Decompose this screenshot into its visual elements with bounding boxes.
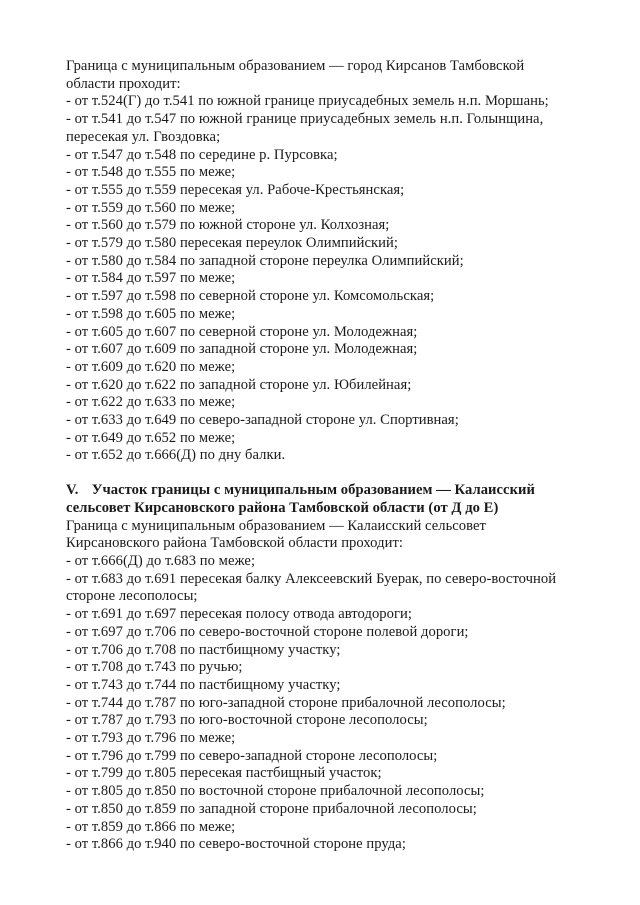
- document-page: [66, 58, 626, 854]
- boundary-item: - от т.620 до т.622 по западной стороне ул. Юбилейная;: [66, 376, 412, 393]
- intro-line: Граница с муниципальным образованием — город Кирсанов Тамбовской: [66, 58, 525, 74]
- boundary-item: - от т.796 до т.799 по северо-западной стороне лесополосы;: [66, 747, 438, 764]
- boundary-item: - от т.598 до т.605 по меже;: [66, 305, 236, 322]
- section-kalais-intro: [66, 518, 626, 553]
- boundary-item: - от т.683 до т.691 пересекая балку Алексеевский Буерак, по северо-восточной: [66, 570, 557, 587]
- boundary-item: - от т.708 до т.743 по ручью;: [66, 659, 243, 676]
- section-kalais-items: [66, 553, 626, 854]
- intro-line: области проходит:: [66, 75, 181, 92]
- boundary-item: - от т.559 до т.560 по меже;: [66, 199, 236, 216]
- intro-line: Кирсановского района Тамбовской области проходит:: [66, 535, 403, 552]
- boundary-item: - от т.597 до т.598 по северной стороне ул. Комсомольская;: [66, 288, 435, 305]
- boundary-item: - от т.866 до т.940 по северо-восточной стороне пруда;: [66, 836, 406, 853]
- boundary-item: - от т.547 до т.548 по середине р. Пурсовка;: [66, 146, 338, 163]
- boundary-item: - от т.622 до т.633 по меже;: [66, 394, 236, 411]
- boundary-item: - от т.633 до т.649 по северо-западной стороне ул. Спортивная;: [66, 412, 459, 429]
- boundary-item: - от т.548 до т.555 по меже;: [66, 164, 236, 181]
- boundary-item: пересекая ул. Гвоздовка;: [66, 128, 221, 145]
- boundary-item: - от т.580 до т.584 по западной стороне переулка Олимпийский;: [66, 252, 464, 269]
- boundary-item: - от т.555 до т.559 пересекая ул. Рабоче-Крестьянская;: [66, 181, 405, 198]
- section-kirsanov-items: [66, 93, 626, 465]
- section-heading-text: Участок границы с муниципальным образованием — Калаисский сельсовет Кирсановского района Тамбовской области (от Д до Е): [66, 482, 535, 516]
- boundary-item: - от т.744 до т.787 по юго-западной стороне прибалочной лесополосы;: [66, 694, 506, 711]
- section-spacer: [66, 465, 626, 482]
- boundary-item: - от т.560 до т.579 по южной стороне ул. Колхозная;: [66, 217, 390, 234]
- boundary-item: - от т.541 до т.547 по южной границе приусадебных земель н.п. Голынщина,: [66, 111, 544, 128]
- boundary-item: - от т.524(Г) до т.541 по южной границе приусадебных земель н.п. Моршань;: [66, 93, 549, 110]
- boundary-item: - от т.697 до т.706 по северо-восточной стороне полевой дороги;: [66, 623, 469, 640]
- boundary-item: - от т.605 до т.607 по северной стороне ул. Молодежная;: [66, 323, 418, 340]
- boundary-item: - от т.850 до т.859 по западной стороне прибалочной лесополосы;: [66, 800, 477, 817]
- boundary-item: - от т.652 до т.666(Д) по дну балки.: [66, 447, 286, 464]
- boundary-item: стороне лесополосы;: [66, 588, 198, 605]
- boundary-item: - от т.859 до т.866 по меже;: [66, 818, 236, 835]
- boundary-item: - от т.799 до т.805 пересекая пастбищный участок;: [66, 765, 382, 782]
- boundary-item: - от т.691 до т.697 пересекая полосу отвода автодороги;: [66, 606, 412, 623]
- boundary-item: - от т.607 до т.609 по западной стороне ул. Молодежная;: [66, 341, 418, 358]
- boundary-item: - от т.584 до т.597 по меже;: [66, 270, 236, 287]
- boundary-item: - от т.706 до т.708 по пастбищному участку;: [66, 641, 341, 658]
- intro-line: Граница с муниципальным образованием — Калаисский сельсовет: [66, 517, 486, 534]
- boundary-item: - от т.579 до т.580 пересекая переулок Олимпийский;: [66, 235, 398, 252]
- section-kirsanov-intro: [66, 58, 626, 93]
- boundary-item: - от т.805 до т.850 по восточной стороне прибалочной лесополосы;: [66, 783, 485, 800]
- boundary-item: - от т.649 до т.652 по меже;: [66, 429, 236, 446]
- section-number: V.: [66, 482, 79, 499]
- boundary-item: - от т.743 до т.744 по пастбищному участку;: [66, 676, 341, 693]
- boundary-item: - от т.793 до т.796 по меже;: [66, 730, 236, 747]
- section-heading: [66, 482, 562, 517]
- boundary-item: - от т.609 до т.620 по меже;: [66, 358, 236, 375]
- boundary-item: - от т.666(Д) до т.683 по меже;: [66, 552, 256, 569]
- boundary-item: - от т.787 до т.793 по юго-восточной стороне лесополосы;: [66, 712, 428, 729]
